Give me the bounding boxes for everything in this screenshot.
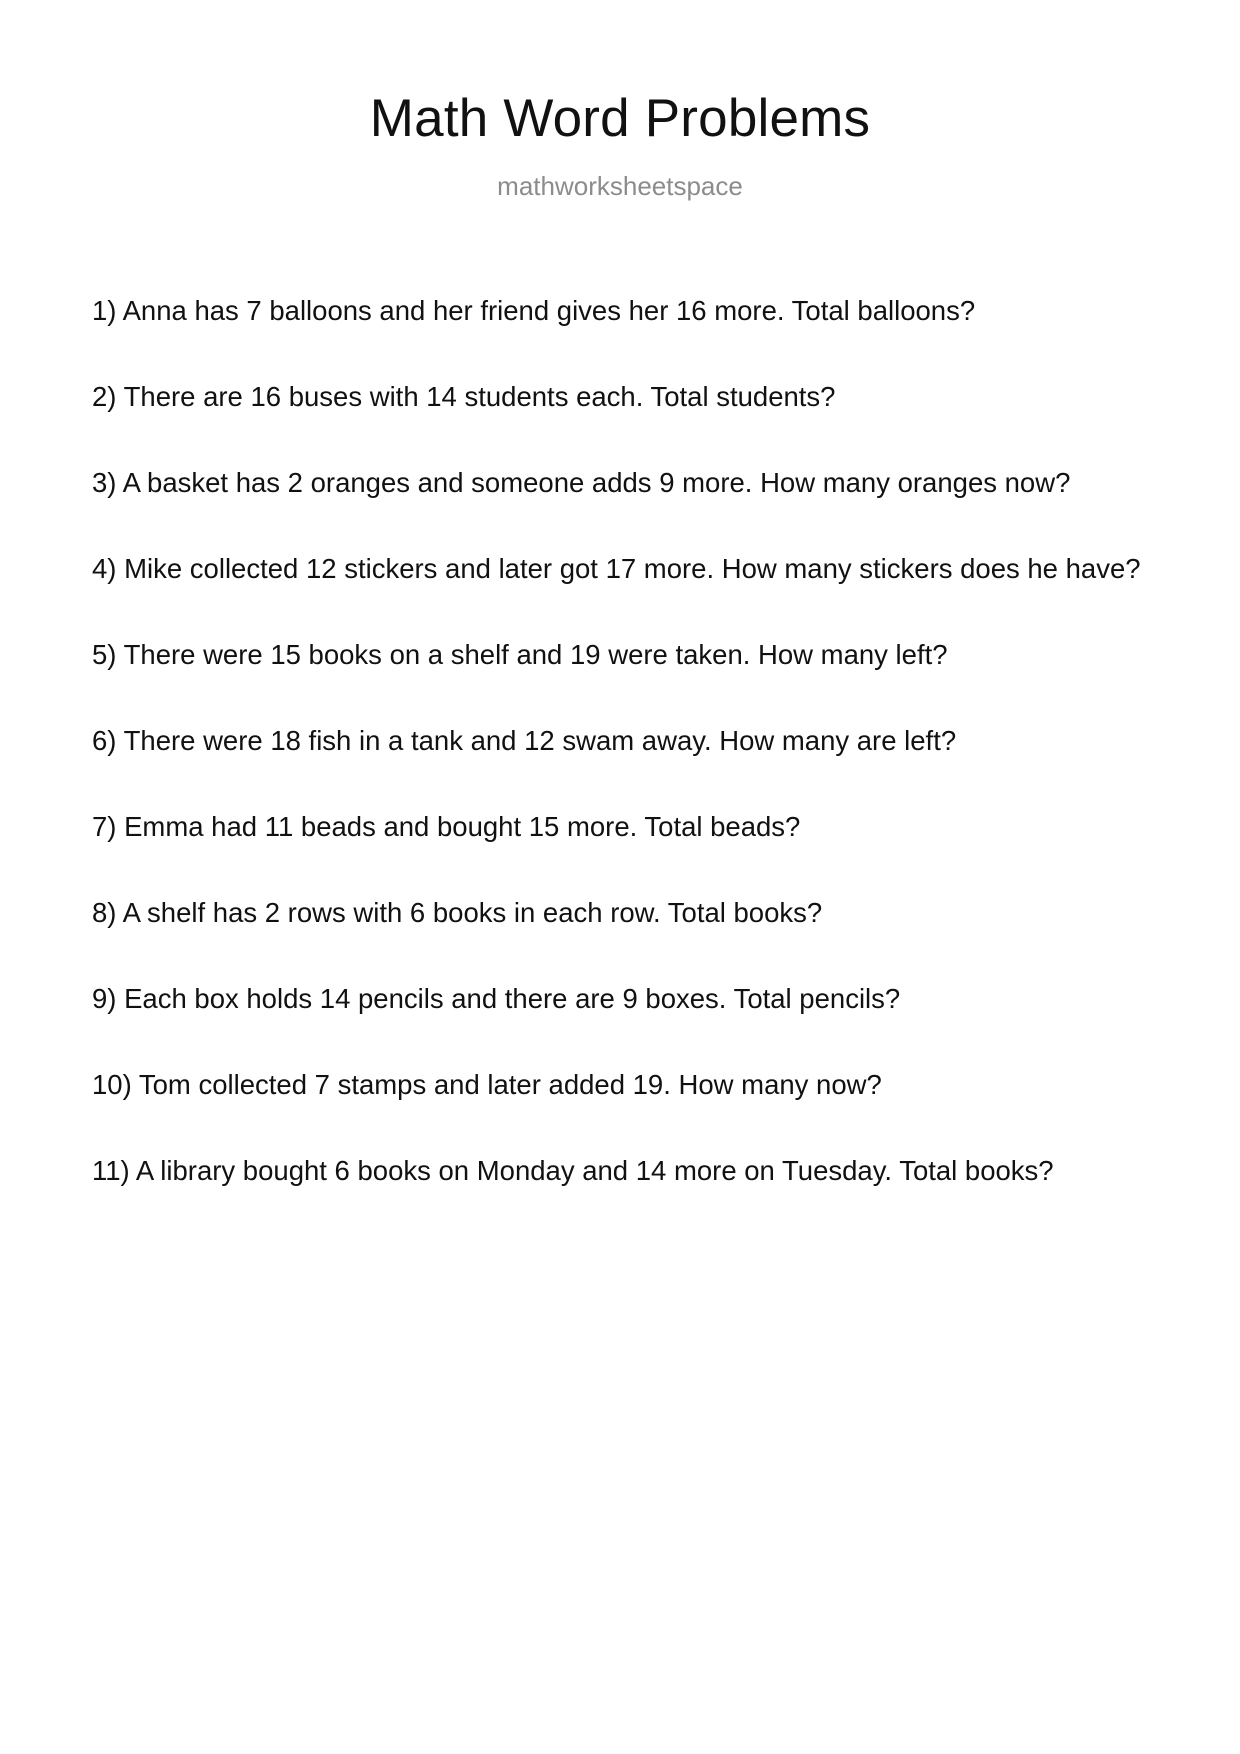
list-item: 10) Tom collected 7 stamps and later added 19. How many now? — [92, 1069, 882, 1100]
list-item: 8) A shelf has 2 rows with 6 books in each row. Total books? — [92, 897, 823, 928]
list-item: 3) A basket has 2 oranges and someone adds 9 more. How many oranges now? — [92, 467, 1071, 498]
list-item: 4) Mike collected 12 stickers and later got 17 more. How many stickers does he have? — [92, 553, 1141, 584]
problem-list — [0, 294, 1240, 1187]
list-item: 6) There were 18 fish in a tank and 12 swam away. How many are left? — [92, 725, 957, 756]
list-item: 5) There were 15 books on a shelf and 19 were taken. How many left? — [92, 639, 948, 670]
page-subtitle: mathworksheetspace — [497, 171, 743, 201]
list-item: 1) Anna has 7 balloons and her friend gives her 16 more. Total balloons? — [92, 295, 976, 326]
page-title: Math Word Problems — [369, 89, 871, 148]
list-item: 11) A library bought 6 books on Monday and 14 more on Tuesday. Total books? — [92, 1155, 1054, 1186]
list-item: 7) Emma had 11 beads and bought 15 more. Total beads? — [92, 811, 801, 842]
list-item: 9) Each box holds 14 pencils and there are 9 boxes. Total pencils? — [92, 983, 901, 1014]
list-item: 2) There are 16 buses with 14 students each. Total students? — [92, 381, 836, 412]
